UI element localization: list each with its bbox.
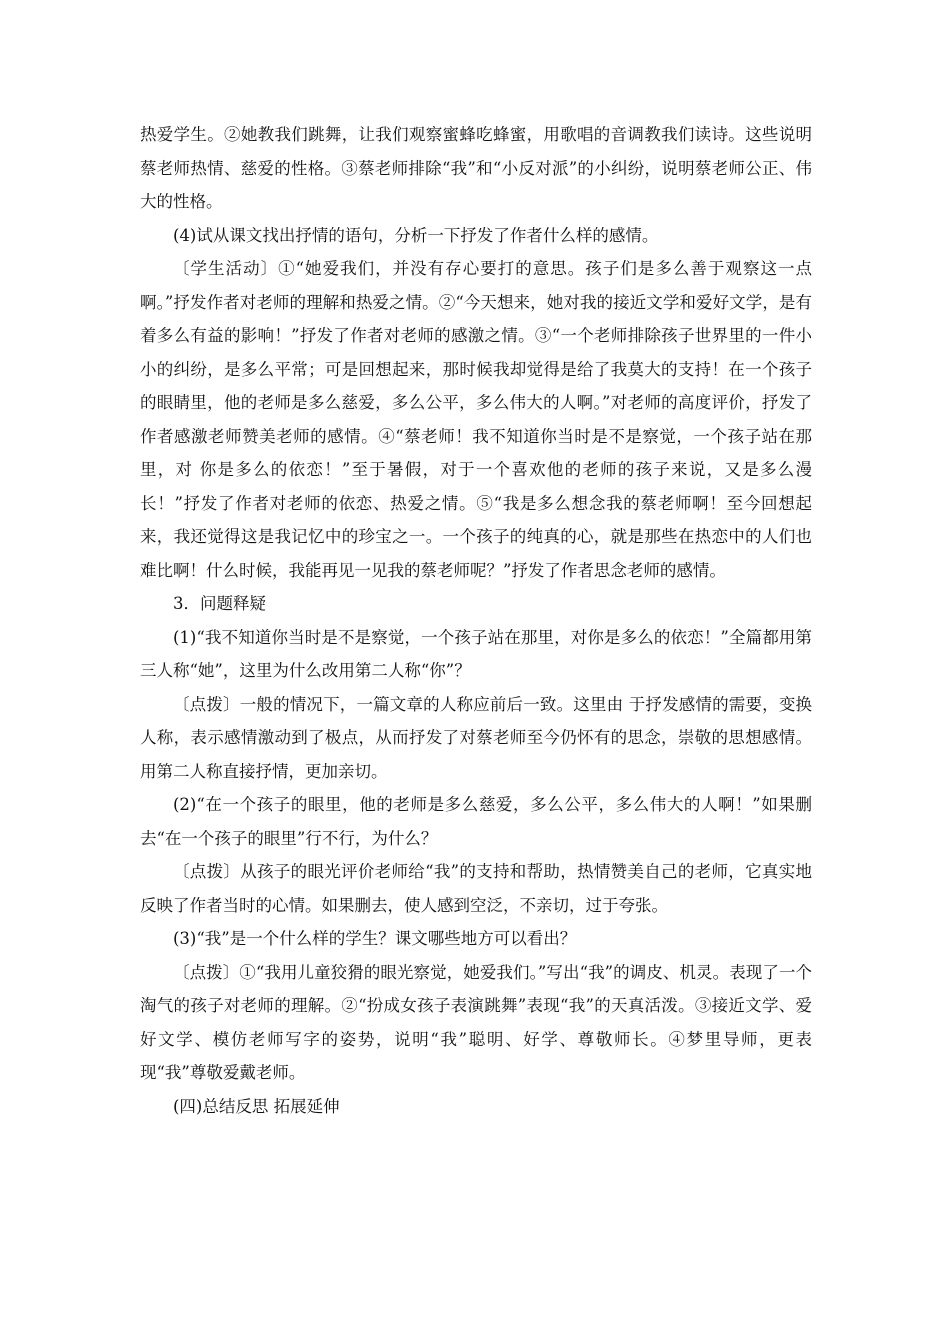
section-heading-3: 3．问题释疑	[173, 594, 266, 613]
question-3: (3)“我”是一个什么样的学生？课文哪些地方可以看出？	[173, 929, 577, 948]
hint-3: 〔点拨〕①“我用儿童狡猾的眼光察觉，她爱我们。”写出“我”的调皮、机灵。表现了一个淘气的孩子对老师的理解。②“扮成女孩子表演跳舞”表现“我”的天真活泼。③接近文学、爱好文学、模仿老师写字的姿势，说明“我”聪明、好学、尊敬师长。④梦里导师，更表现“我”尊敬爱戴老师。	[140, 962, 812, 1082]
question-4: (4)试从课文找出抒情的语句，分析一下抒发了作者什么样的感情。	[173, 225, 659, 245]
student-activity-answer: 〔学生活动〕①“她爱我们，并没有存心要打的意思。孩子们是多么善于观察这一点啊。”抒发作者对老师的理解和热爱之情。②“今天想来，她对我的接近文学和爱好文学，是有着多么有益的影响！”抒发了作者对老师的感激之情。③“一个老师排除孩子世界里的一件小小的纠纷，是多么平常；可是回想起来，那时候我却觉得是给了我莫大的支持！在一个孩子的眼睛里，他的老师是多么慈爱，多么公平，多么伟大的人啊。”对老师的高度评价，抒发了作者感激老师赞美老师的感情。④“蔡老师！我不知道你当时是不是察觉，一个孩子站在那里，对 你是多么的依恋！”至于暑假，对于一个喜欢他的老师的孩子来说，又是多么漫长！”抒发了作者对老师的依恋、热爱之情。⑤“我是多么想念我的蔡老师啊！至今回想起来，我还觉得这是我记忆中的珍宝之一。一个孩子的纯真的心，就是那些在热恋中的人们也难比啊！什么时候，我能再见一见我的蔡老师呢？”抒发了作者思念老师的感情。	[140, 259, 812, 580]
hint-1: 〔点拨〕一般的情况下，一篇文章的人称应前后一致。这里由 于抒发感情的需要，变换人称，表示感情激动到了极点，从而抒发了对蔡老师至今仍怀有的思念，崇敬的思想感情。用第二人称直接抒情，更加亲切。	[140, 694, 812, 781]
question-1: (1)“我不知道你当时是不是察觉，一个孩子站在那里，对你是多么的依恋！”全篇都用第三人称“她”，这里为什么改用第二人称“你”？	[140, 627, 812, 680]
paragraph-continuation: 热爱学生。②她教我们跳舞，让我们观察蜜蜂吃蜂蜜，用歌唱的音调教我们读诗。这些说明蔡老师热情、慈爱的性格。③蔡老师排除“我”和“小反对派”的小纠纷，说明蔡老师公正、伟大的性格。	[140, 125, 812, 211]
question-2: (2)“在一个孩子的眼里，他的老师是多么慈爱，多么公平，多么伟大的人啊！”如果删去“在一个孩子的眼里”行不行，为什么？	[140, 795, 812, 848]
hint-2: 〔点拨〕从孩子的眼光评价老师给“我”的支持和帮助，热情赞美自己的老师，它真实地反映了作者当时的心情。如果删去，使人感到空泛，不亲切，过于夸张。	[140, 862, 812, 915]
section-heading-4: (四)总结反思 拓展延伸	[173, 1096, 340, 1116]
document-page	[140, 118, 812, 1123]
